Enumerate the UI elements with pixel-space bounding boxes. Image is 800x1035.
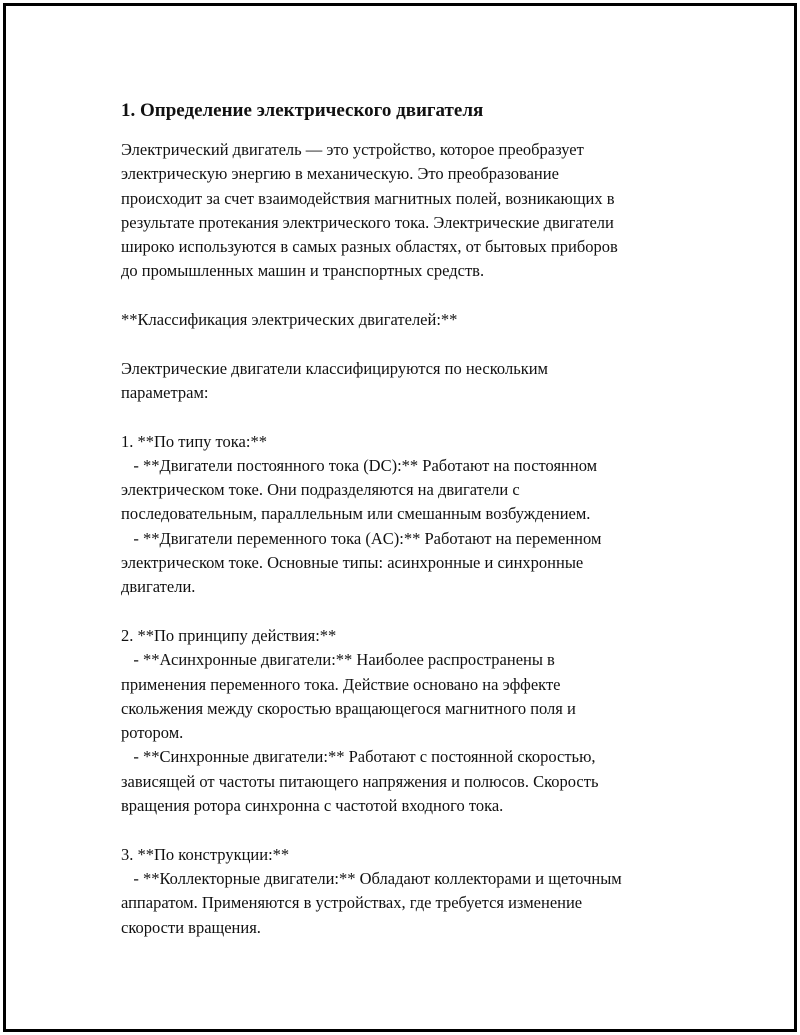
intro-paragraph: Электрический двигатель — это устройство, которое преобразует электрическую энергию в механическую. Это преобразование происходит за счет взаимодействия магнитных полей, возникающих в результате протекания электрического тока. Электрические двигатели широко используются в самых разных областях, от бытовых приборов до промышленных машин и транспортных средств. xyxy=(121,140,618,281)
classification-intro: Электрические двигатели классифицируются по нескольким параметрам: xyxy=(121,358,549,402)
section-current-type: 1. **По типу тока:** - **Двигатели постоянного тока (DC):** Работают на постоянном электрическом токе. Они подразделяются на двигатели с последовательным, параллельным или смешанным возбуждением. - **Двигатели переменного тока (AC):** Работают на переменном электрическом токе. Основные типы: асинхронные и синхронные двигатели. xyxy=(121,431,602,597)
section-operating-principle: 2. **По принципу действия:** - **Асинхронные двигатели:** Наиболее распространены в применения переменного тока. Действие основано на эффекте скольжения между скоростью вращающегося магнитного поля и ротором. - **Синхронные двигатели:** Работают с постоянной скоростью, зависящей от частоты питающего напряжения и полюсов. Скорость вращения ротора синхронна с частотой входного тока. xyxy=(121,625,599,816)
document-body xyxy=(121,98,721,940)
section-construction: 3. **По конструкции:** - **Коллекторные двигатели:** Обладают коллекторами и щеточным аппаратом. Применяются в устройствах, где требуется изменение скорости вращения. xyxy=(121,844,622,937)
page-frame xyxy=(3,3,797,1032)
spacer xyxy=(121,284,721,308)
classification-title: **Классификация электрических двигателей:** xyxy=(121,310,458,330)
section-heading: 1. Определение электрического двигателя xyxy=(121,100,484,121)
spacer xyxy=(121,818,721,842)
spacer xyxy=(121,600,721,624)
spacer xyxy=(121,332,721,356)
spacer xyxy=(121,405,721,429)
